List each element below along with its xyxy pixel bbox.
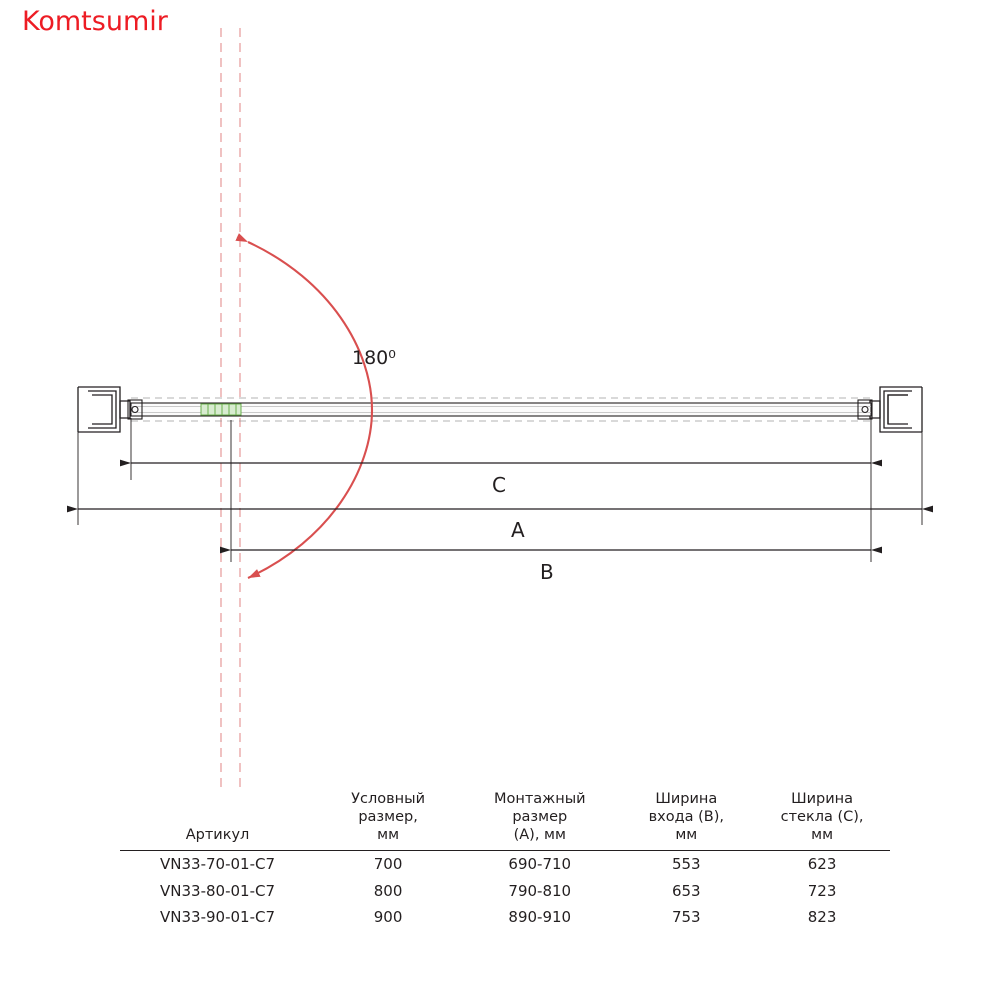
cell-glass-width: 623 [807,855,837,874]
hinge-detail [201,404,241,415]
table-row [120,851,890,878]
left-wall-profile [78,387,130,432]
brand-logo: Komtsumir [22,6,168,37]
cell-mounting: 690-710 [508,855,572,874]
specification-table [120,790,890,930]
cell-article: VN33-70-01-C7 [160,855,276,874]
table-row [120,904,890,930]
cell-nominal: 800 [373,881,403,900]
glass-panel [131,403,871,416]
cell-glass-width: 823 [807,907,837,926]
header-entry-width: Ширина входа (B), мм [648,791,724,844]
header-glass-width: Ширина стекла (C), мм [780,791,864,844]
header-mounting-size: Монтажный размер (А), мм [493,791,586,844]
cell-entry-width: 753 [671,907,701,926]
right-wall-profile [870,387,922,432]
cell-entry-width: 553 [671,855,701,874]
dimension-label-a: A [511,518,525,542]
header-article: Артикул [185,827,250,844]
cell-entry-width: 653 [671,881,701,900]
cell-article: VN33-90-01-C7 [160,907,276,926]
cell-mounting: 790-810 [508,881,572,900]
cell-glass-width: 723 [807,881,837,900]
header-nominal-size: Условный размер, мм [351,791,426,844]
cell-mounting: 890-910 [508,907,572,926]
cell-article: VN33-80-01-C7 [160,881,276,900]
dimension-label-b: B [540,560,554,584]
cell-nominal: 900 [373,907,403,926]
cell-nominal: 700 [373,855,403,874]
angle-label: 180⁰ [352,347,396,369]
table-row [120,878,890,904]
dimension-label-c: C [492,473,506,497]
table-header-row [120,790,890,851]
